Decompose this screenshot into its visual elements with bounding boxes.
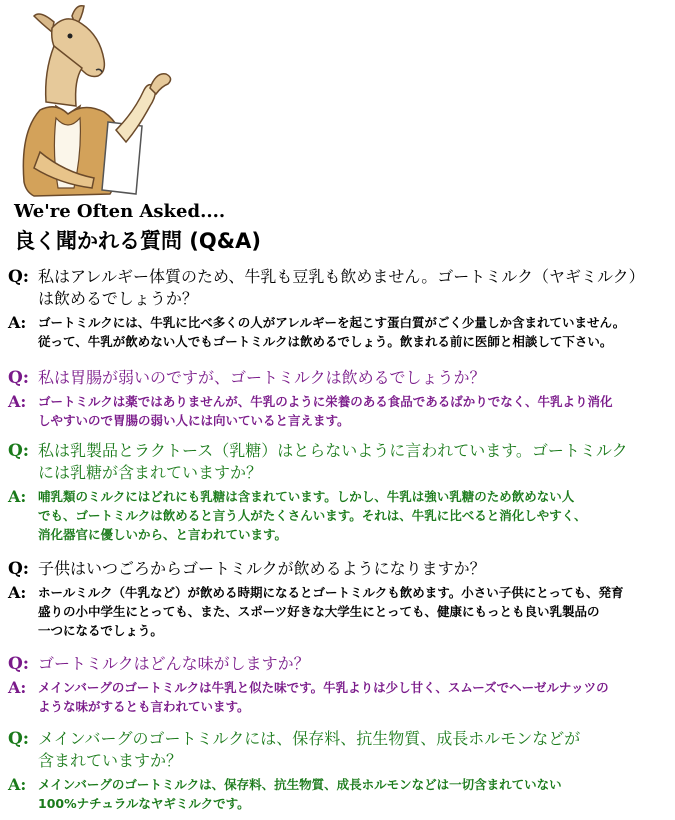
question-label: Q: — [8, 368, 30, 388]
qa-item-children — [8, 558, 668, 640]
page-title: 良く聞かれる質問 (Q&A) — [14, 229, 261, 253]
answer-text: 一つになるでしょう。 — [38, 623, 163, 638]
question — [8, 440, 668, 484]
answer-text: 従って、牛乳が飲めない人でもゴートミルクは飲めるでしょう。飲まれる前に医師と相談して下さい。 — [38, 334, 613, 349]
answer-text: 消化器官に優しいから、と言われています。 — [38, 527, 288, 542]
question-label: Q: — [8, 267, 30, 287]
answer — [8, 487, 668, 544]
goat-waiter-icon — [4, 2, 184, 198]
answer-text: メインバーグのゴートミルクは牛乳と似た味です。牛乳よりは少し甘く、スムーズでヘーゼルナッツの — [38, 680, 609, 695]
answer-label: A: — [8, 583, 27, 602]
answer-text: しやすいので胃腸の弱い人には向いていると言えます。 — [38, 413, 350, 428]
answer-label: A: — [8, 678, 27, 697]
qa-item-taste — [8, 653, 668, 716]
answer-text: メインバーグのゴートミルクは、保存料、抗生物質、成長ホルモンなどは一切含まれていない — [38, 777, 562, 792]
question — [8, 367, 668, 389]
question-text: は飲めるでしょうか？ — [38, 289, 198, 308]
question-text: メインバーグのゴートミルクには、保存料、抗生物質、成長ホルモンなどが — [38, 729, 581, 748]
heading-english: We're Often Asked.... — [14, 201, 226, 222]
answer — [8, 583, 668, 640]
answer-text: 100%ナチュラルなヤギミルクです。 — [38, 796, 250, 811]
question — [8, 266, 668, 310]
answer-label: A: — [8, 487, 27, 506]
answer — [8, 392, 668, 430]
qa-item-allergy — [8, 266, 668, 351]
qa-item-stomach — [8, 367, 668, 430]
question-label: Q: — [8, 441, 30, 461]
answer — [8, 678, 668, 716]
answer — [8, 313, 668, 351]
question-text: 私は胃腸が弱いのですが、ゴートミルクは飲めるでしょうか？ — [38, 368, 486, 387]
answer-text: ゴートミルクは薬ではありませんが、牛乳のように栄養のある食品であるばかりでなく、牛乳より消化 — [38, 394, 613, 409]
question-text: ゴートミルクはどんな味がしますか？ — [38, 654, 310, 673]
answer-text: でも、ゴートミルクは飲めると言う人がたくさんいます。それは、牛乳に比べると消化しやすく、 — [38, 508, 587, 523]
qa-item-additives — [8, 728, 668, 813]
question — [8, 728, 668, 772]
question — [8, 558, 668, 580]
question-text: 子供はいつごろからゴートミルクが飲めるようになりますか？ — [38, 559, 486, 578]
answer-text: ゴートミルクには、牛乳に比べ多くの人がアレルギーを起こす蛋白質がごく少量しか含まれていません。 — [38, 315, 626, 330]
answer — [8, 775, 668, 813]
answer-label: A: — [8, 313, 27, 332]
answer-label: A: — [8, 775, 27, 794]
question-text: 含まれていますか？ — [38, 751, 183, 770]
answer-text: 哺乳類のミルクにはどれにも乳糖は含まれています。しかし、牛乳は強い乳糖のため飲めない人 — [38, 489, 575, 504]
question-label: Q: — [8, 729, 30, 749]
question — [8, 653, 668, 675]
answer-text: 盛りの小中学生にとっても、また、スポーツ好きな大学生にとっても、健康にもっとも良い乳製品の — [38, 604, 600, 619]
qa-item-lactose — [8, 440, 668, 544]
question-text: には乳糖が含まれていますか？ — [38, 463, 263, 482]
question-label: Q: — [8, 654, 30, 674]
answer-text: ような味がするとも言われています。 — [38, 699, 250, 714]
question-text: 私はアレルギー体質のため、牛乳も豆乳も飲めません。ゴートミルク（ヤギミルク） — [38, 267, 645, 286]
answer-label: A: — [8, 392, 27, 411]
question-text: 私は乳製品とラクトース（乳糖）はとらないように言われています。ゴートミルク — [38, 441, 628, 460]
question-label: Q: — [8, 559, 30, 579]
answer-text: ホールミルク（牛乳など）が飲める時期になるとゴートミルクも飲めます。小さい子供にとっても、発育 — [38, 585, 624, 600]
